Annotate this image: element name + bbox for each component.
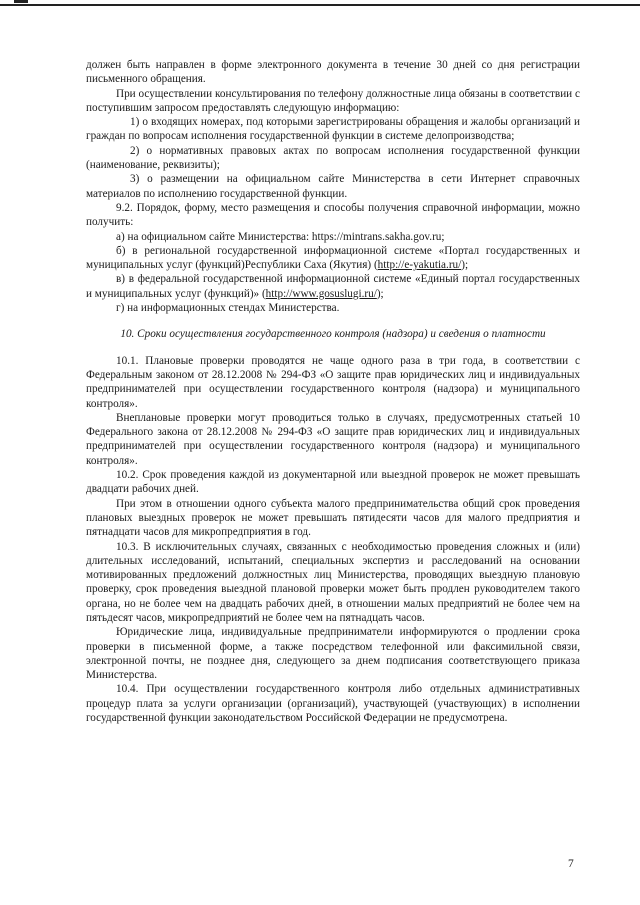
paragraph: [86, 201, 580, 230]
document-page: [86, 58, 580, 725]
paragraph-text: 10.3. В исключительных случаях, связанных с необходимостью проведения сложных и (или) длительных исследований, испытаний, специальных экспертиз и расследований на основании мотивированных предложений должностных лиц Министерства, проводящих выездную плановую проверку, срок проведения выездной плановой проверки может быть продлен руководителем такого органа, но не более чем на двадцать рабочих дней, в отношении малых предприятий не более чем на пятьдесят часов, микропредприятий не более чем на пятнадцать часов.: [86, 540, 580, 624]
paragraph-text: 3) о размещении на официальном сайте Министерства в сети Интернет справочных материалов по исполнению государственной функции.: [86, 173, 580, 200]
paragraph: [86, 682, 580, 725]
paragraph: [86, 172, 580, 201]
url-link[interactable]: http://www.gosuslugi.ru/: [265, 287, 377, 300]
url-link[interactable]: http://e-yakutia.ru/: [377, 259, 462, 272]
paragraph: [86, 540, 580, 626]
link-open-paren: (: [373, 259, 378, 272]
paragraph: [86, 272, 580, 301]
paragraph-text: 10.2. Срок проведения каждой из документарной или выездной проверок не может превышать двадцати рабочих дней.: [86, 469, 580, 496]
scan-edge-mark: [14, 0, 28, 3]
scan-edge-line: [0, 4, 640, 6]
paragraph: [86, 87, 580, 116]
paragraph-text: При этом в отношении одного субъекта малого предпринимательства общий срок проведения плановых выездных проверок не может превышать пятидесяти часов для малого предприятия и пятнадцати часов для микропредприятия в год.: [86, 497, 580, 539]
paragraph-text: 1) о входящих номерах, под которыми зарегистрированы обращения и жалобы организаций и граждан по вопросам исполнения государственной функции в системе делопроизводства;: [86, 116, 580, 143]
paragraph-text: 10.1. Плановые проверки проводятся не чаще одного раза в три года, в соответствии с Федеральным законом от 28.12.2008 № 294-ФЗ «О защите прав юридических лиц и индивидуальных предпринимателей при осуществлении государственного контроля (надзора) и муниципального контроля».: [86, 354, 580, 410]
paragraph-text: г) на информационных стендах Министерства.: [116, 302, 340, 315]
paragraph-text: в) в федеральной государственной информационной системе «Единый портал государственных и муниципальных услуг (функций)» (: [86, 273, 580, 300]
paragraph: [86, 301, 580, 315]
paragraph: [86, 354, 580, 411]
paragraph: [86, 58, 580, 87]
paragraph: [86, 115, 580, 144]
paragraph: [86, 497, 580, 540]
paragraph-text: а) на официальном сайте Министерства: https://mintrans.sakha.gov.ru;: [116, 230, 445, 243]
paragraph-text: Внеплановые проверки могут проводиться только в случаях, предусмотренных статьей 10 Федерального закона от 28.12.2008 № 294-ФЗ «О защите прав юридических лиц и индивидуальных предпринимателей при осуществлении государственного контроля (надзора) и муниципального контроля».: [86, 411, 580, 467]
paragraph: [86, 411, 580, 468]
paragraph-text: При осуществлении консультирования по телефону должностные лица обязаны в соответствии с поступившим запросом предоставлять следующую информацию:: [86, 87, 580, 114]
link-close: );: [376, 287, 384, 300]
paragraph: [86, 144, 580, 173]
paragraph-text: должен быть направлен в форме электронного документа в течение 30 дней со дня регистрации письменного обращения.: [86, 59, 580, 86]
paragraph: [86, 468, 580, 497]
paragraph-text: Юридические лица, индивидуальные предприниматели информируются о продлении срока проверки в письменной форме, а также посредством телефонной или факсимильной связи, электронной почты, не позднее дня, следующего за днем подписания соответствующего приказа Министерства.: [86, 626, 580, 682]
paragraph-text: 9.2. Порядок, форму, место размещения и способы получения справочной информации, можно получить:: [86, 201, 580, 229]
section-heading: [86, 327, 580, 341]
paragraph-text: 10.4. При осуществлении государственного контроля либо отдельных административных процедур плата за услуги организации (организаций), участвующей (участвующих) в исполнении государственной функции законодательством Российской Федерации не предусмотрена.: [86, 683, 580, 725]
link-close: );: [461, 259, 469, 272]
paragraph-text: 2) о нормативных правовых актах по вопросам исполнения государственной функции (наименование, реквизиты);: [86, 144, 580, 172]
paragraph-text: б) в региональной государственной информационной системе «Портал государственных и муниципальных услуг (функций)Республики Саха (Якутия): [86, 244, 580, 272]
paragraph: [86, 230, 580, 244]
paragraph: [86, 244, 580, 273]
paragraph-text: 10. Сроки осуществления государственного контроля (надзора) и сведения о платности: [120, 328, 546, 341]
paragraph: [86, 625, 580, 682]
page-number: 7: [568, 858, 574, 870]
